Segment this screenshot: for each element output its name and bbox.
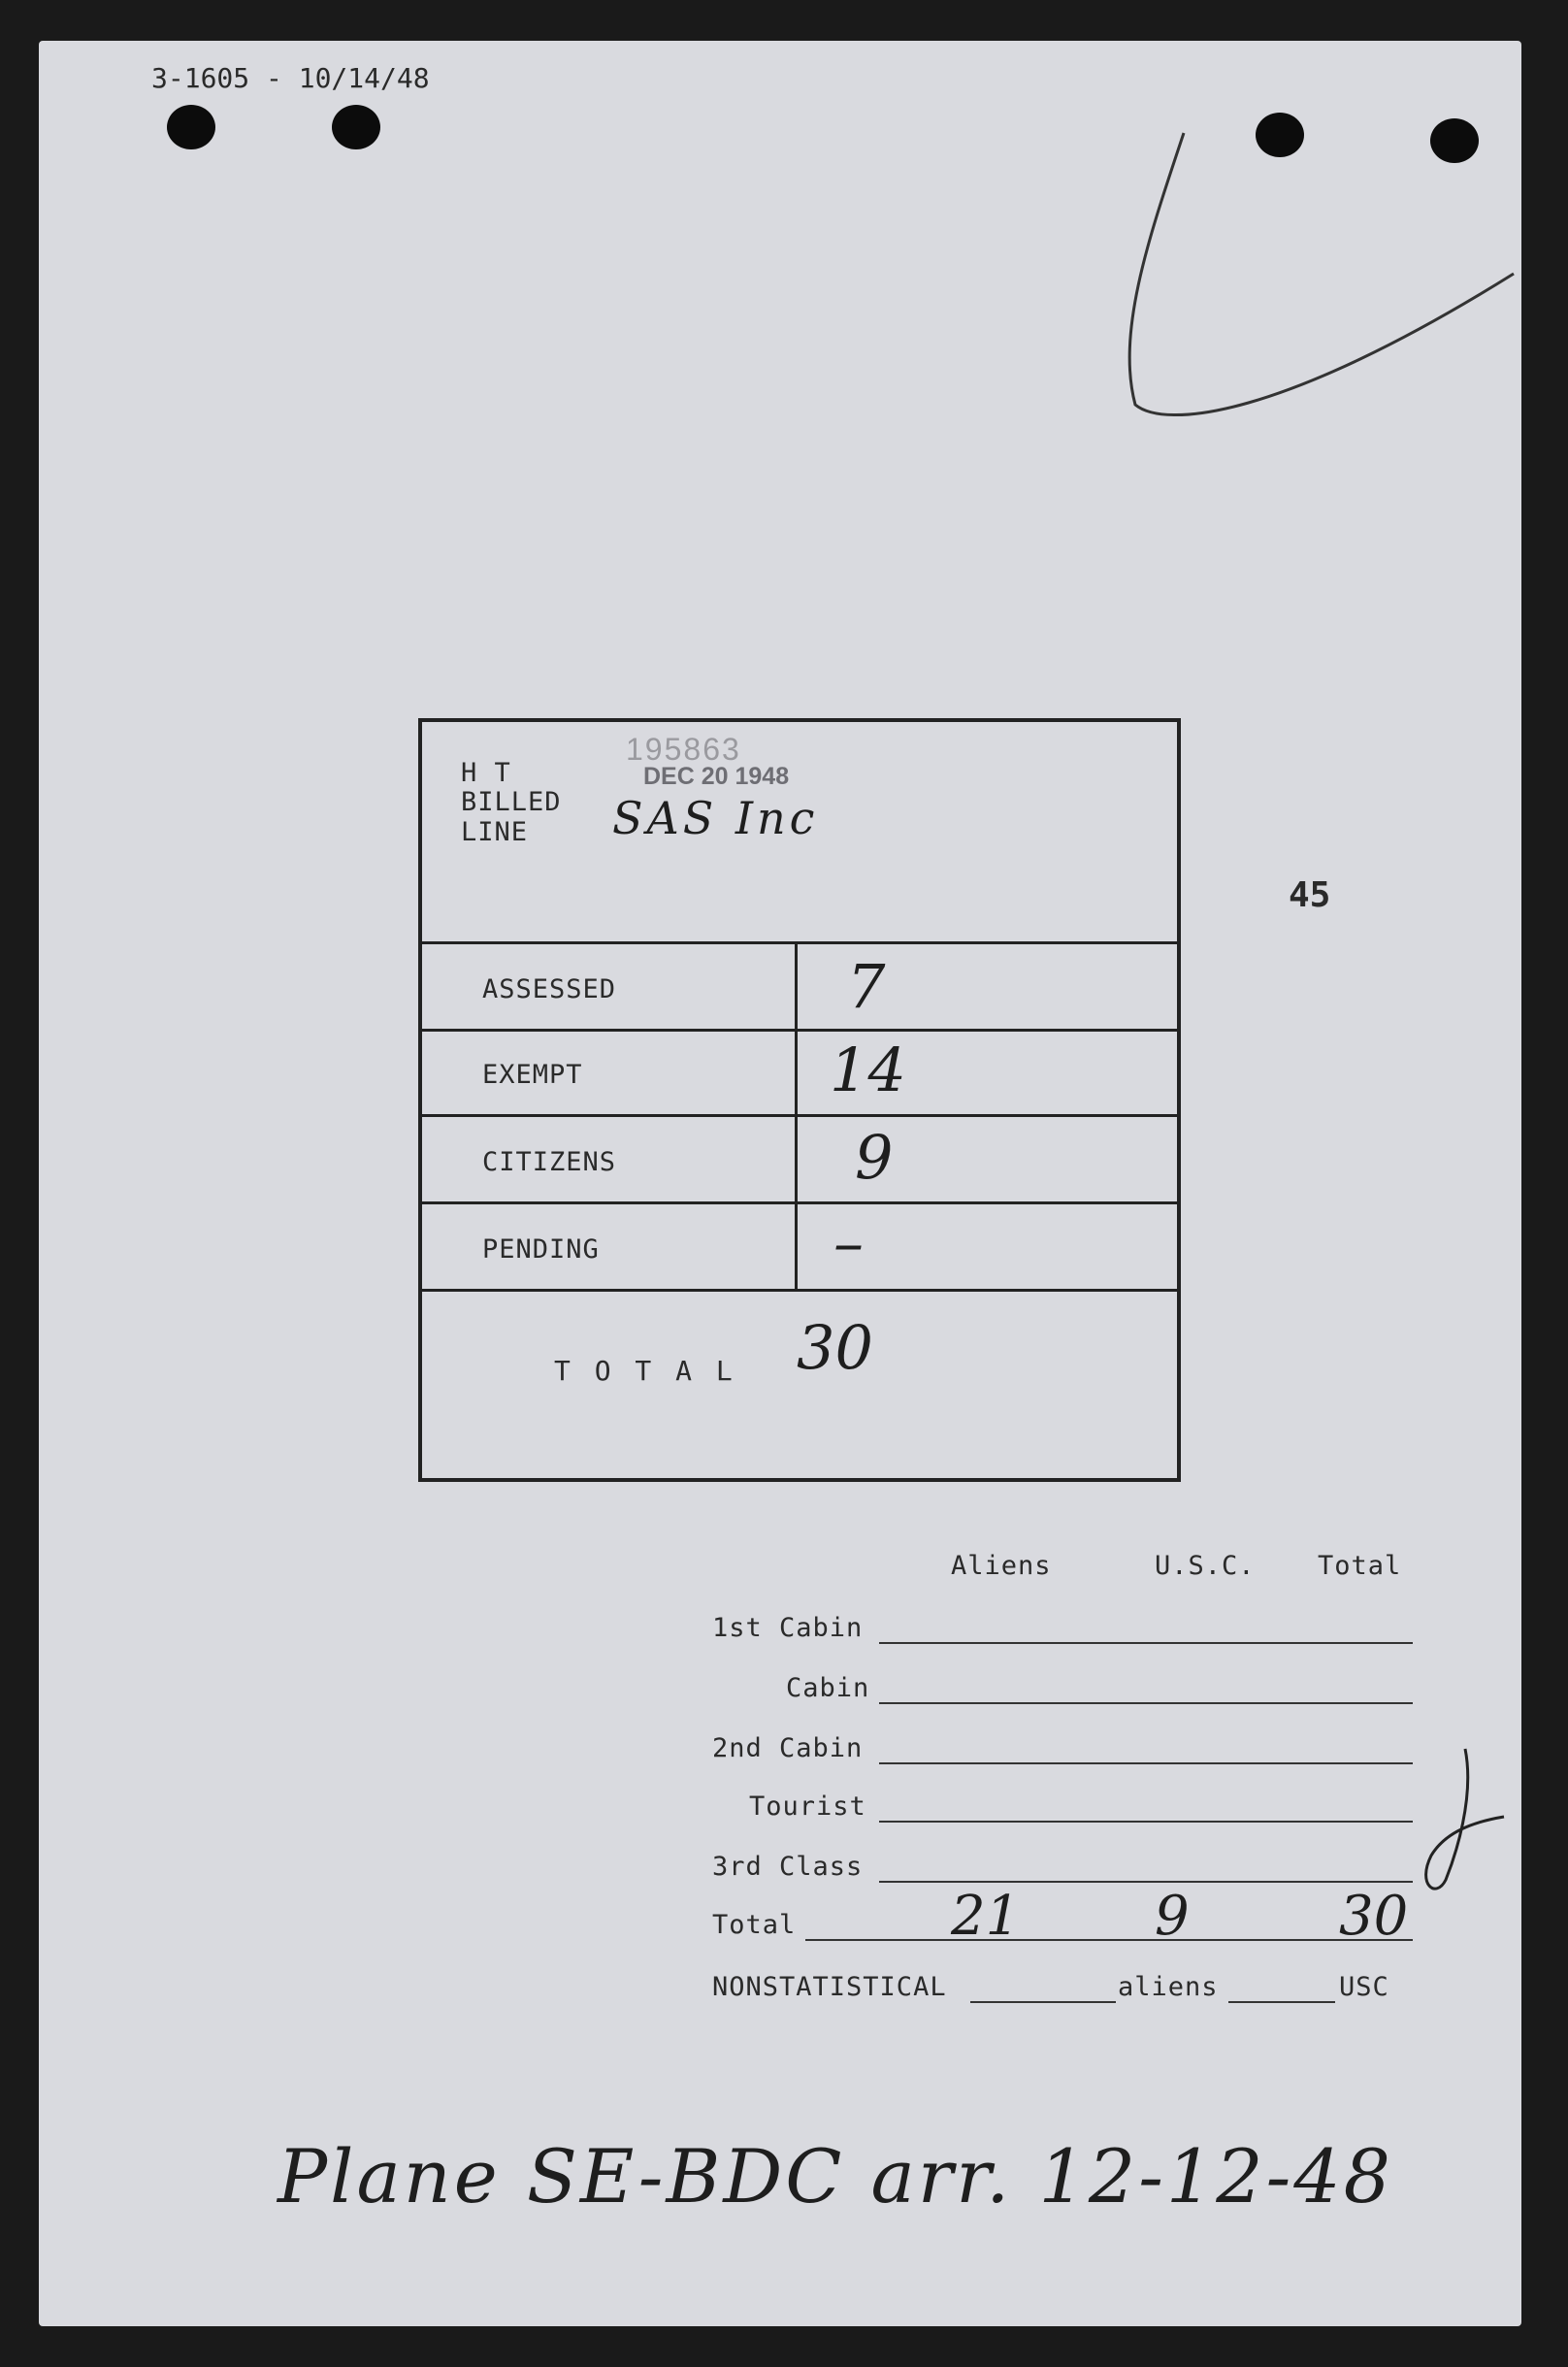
footer-note: Plane SE-BDC arr. 12-12-48 [278, 2133, 1393, 2219]
assessed-value: 7 [847, 951, 886, 1022]
divider [422, 1289, 1177, 1292]
blank-line [1228, 2001, 1335, 2003]
aliens-label: aliens [1118, 1972, 1219, 2002]
assessed-label: ASSESSED [482, 974, 617, 1004]
pending-value: – [833, 1207, 864, 1278]
usc-header: U.S.C. [1155, 1551, 1256, 1581]
citizens-value: 9 [855, 1122, 894, 1193]
billed-label: BILLED [461, 787, 562, 817]
total-total-value: 30 [1339, 1885, 1409, 1948]
exempt-label: EXEMPT [482, 1060, 583, 1090]
blank-line [879, 1702, 1413, 1704]
blank-line [879, 1881, 1413, 1883]
document-page [39, 41, 1521, 2326]
blank-line [805, 1939, 1413, 1941]
second-cabin-label: 2nd Cabin [712, 1733, 864, 1763]
divider [422, 1029, 1177, 1032]
blank-line [879, 1821, 1413, 1823]
pending-label: PENDING [482, 1234, 600, 1265]
billing-box [418, 718, 1181, 1482]
pen-stroke-mark [1058, 89, 1562, 439]
nonstatistical-label: NONSTATISTICAL [712, 1972, 947, 2002]
line-value: SAS Inc [612, 792, 819, 844]
initials-mark [1397, 1739, 1519, 1933]
ht-label: H T [461, 758, 511, 788]
page-number: 45 [1289, 875, 1331, 915]
usc-label: USC [1339, 1972, 1389, 2002]
cabin-label: Cabin [786, 1673, 870, 1703]
blank-line [879, 1762, 1413, 1764]
stamp-date: DEC 20 1948 [643, 763, 790, 790]
third-class-label: 3rd Class [712, 1852, 864, 1882]
exempt-value: 14 [830, 1035, 906, 1105]
column-divider [795, 941, 798, 1291]
citizens-label: CITIZENS [482, 1147, 617, 1177]
line-label: LINE [461, 817, 529, 847]
first-cabin-label: 1st Cabin [712, 1613, 864, 1643]
total-label: T O T A L [554, 1355, 736, 1387]
total-aliens-value: 21 [951, 1885, 1021, 1948]
blank-line [879, 1642, 1413, 1644]
punch-hole [332, 105, 380, 149]
punch-hole [167, 105, 215, 149]
divider [422, 941, 1177, 944]
divider [422, 1114, 1177, 1117]
tourist-label: Tourist [749, 1792, 866, 1822]
stamp-number: 195863 [626, 732, 741, 767]
form-number: 3-1605 - 10/14/48 [151, 62, 430, 94]
divider [422, 1201, 1177, 1204]
summary-total-label: Total [712, 1910, 797, 1940]
blank-line [970, 2001, 1116, 2003]
aliens-header: Aliens [951, 1551, 1052, 1581]
total-header: Total [1318, 1551, 1402, 1581]
total-value: 30 [797, 1312, 873, 1383]
total-usc-value: 9 [1155, 1885, 1190, 1948]
